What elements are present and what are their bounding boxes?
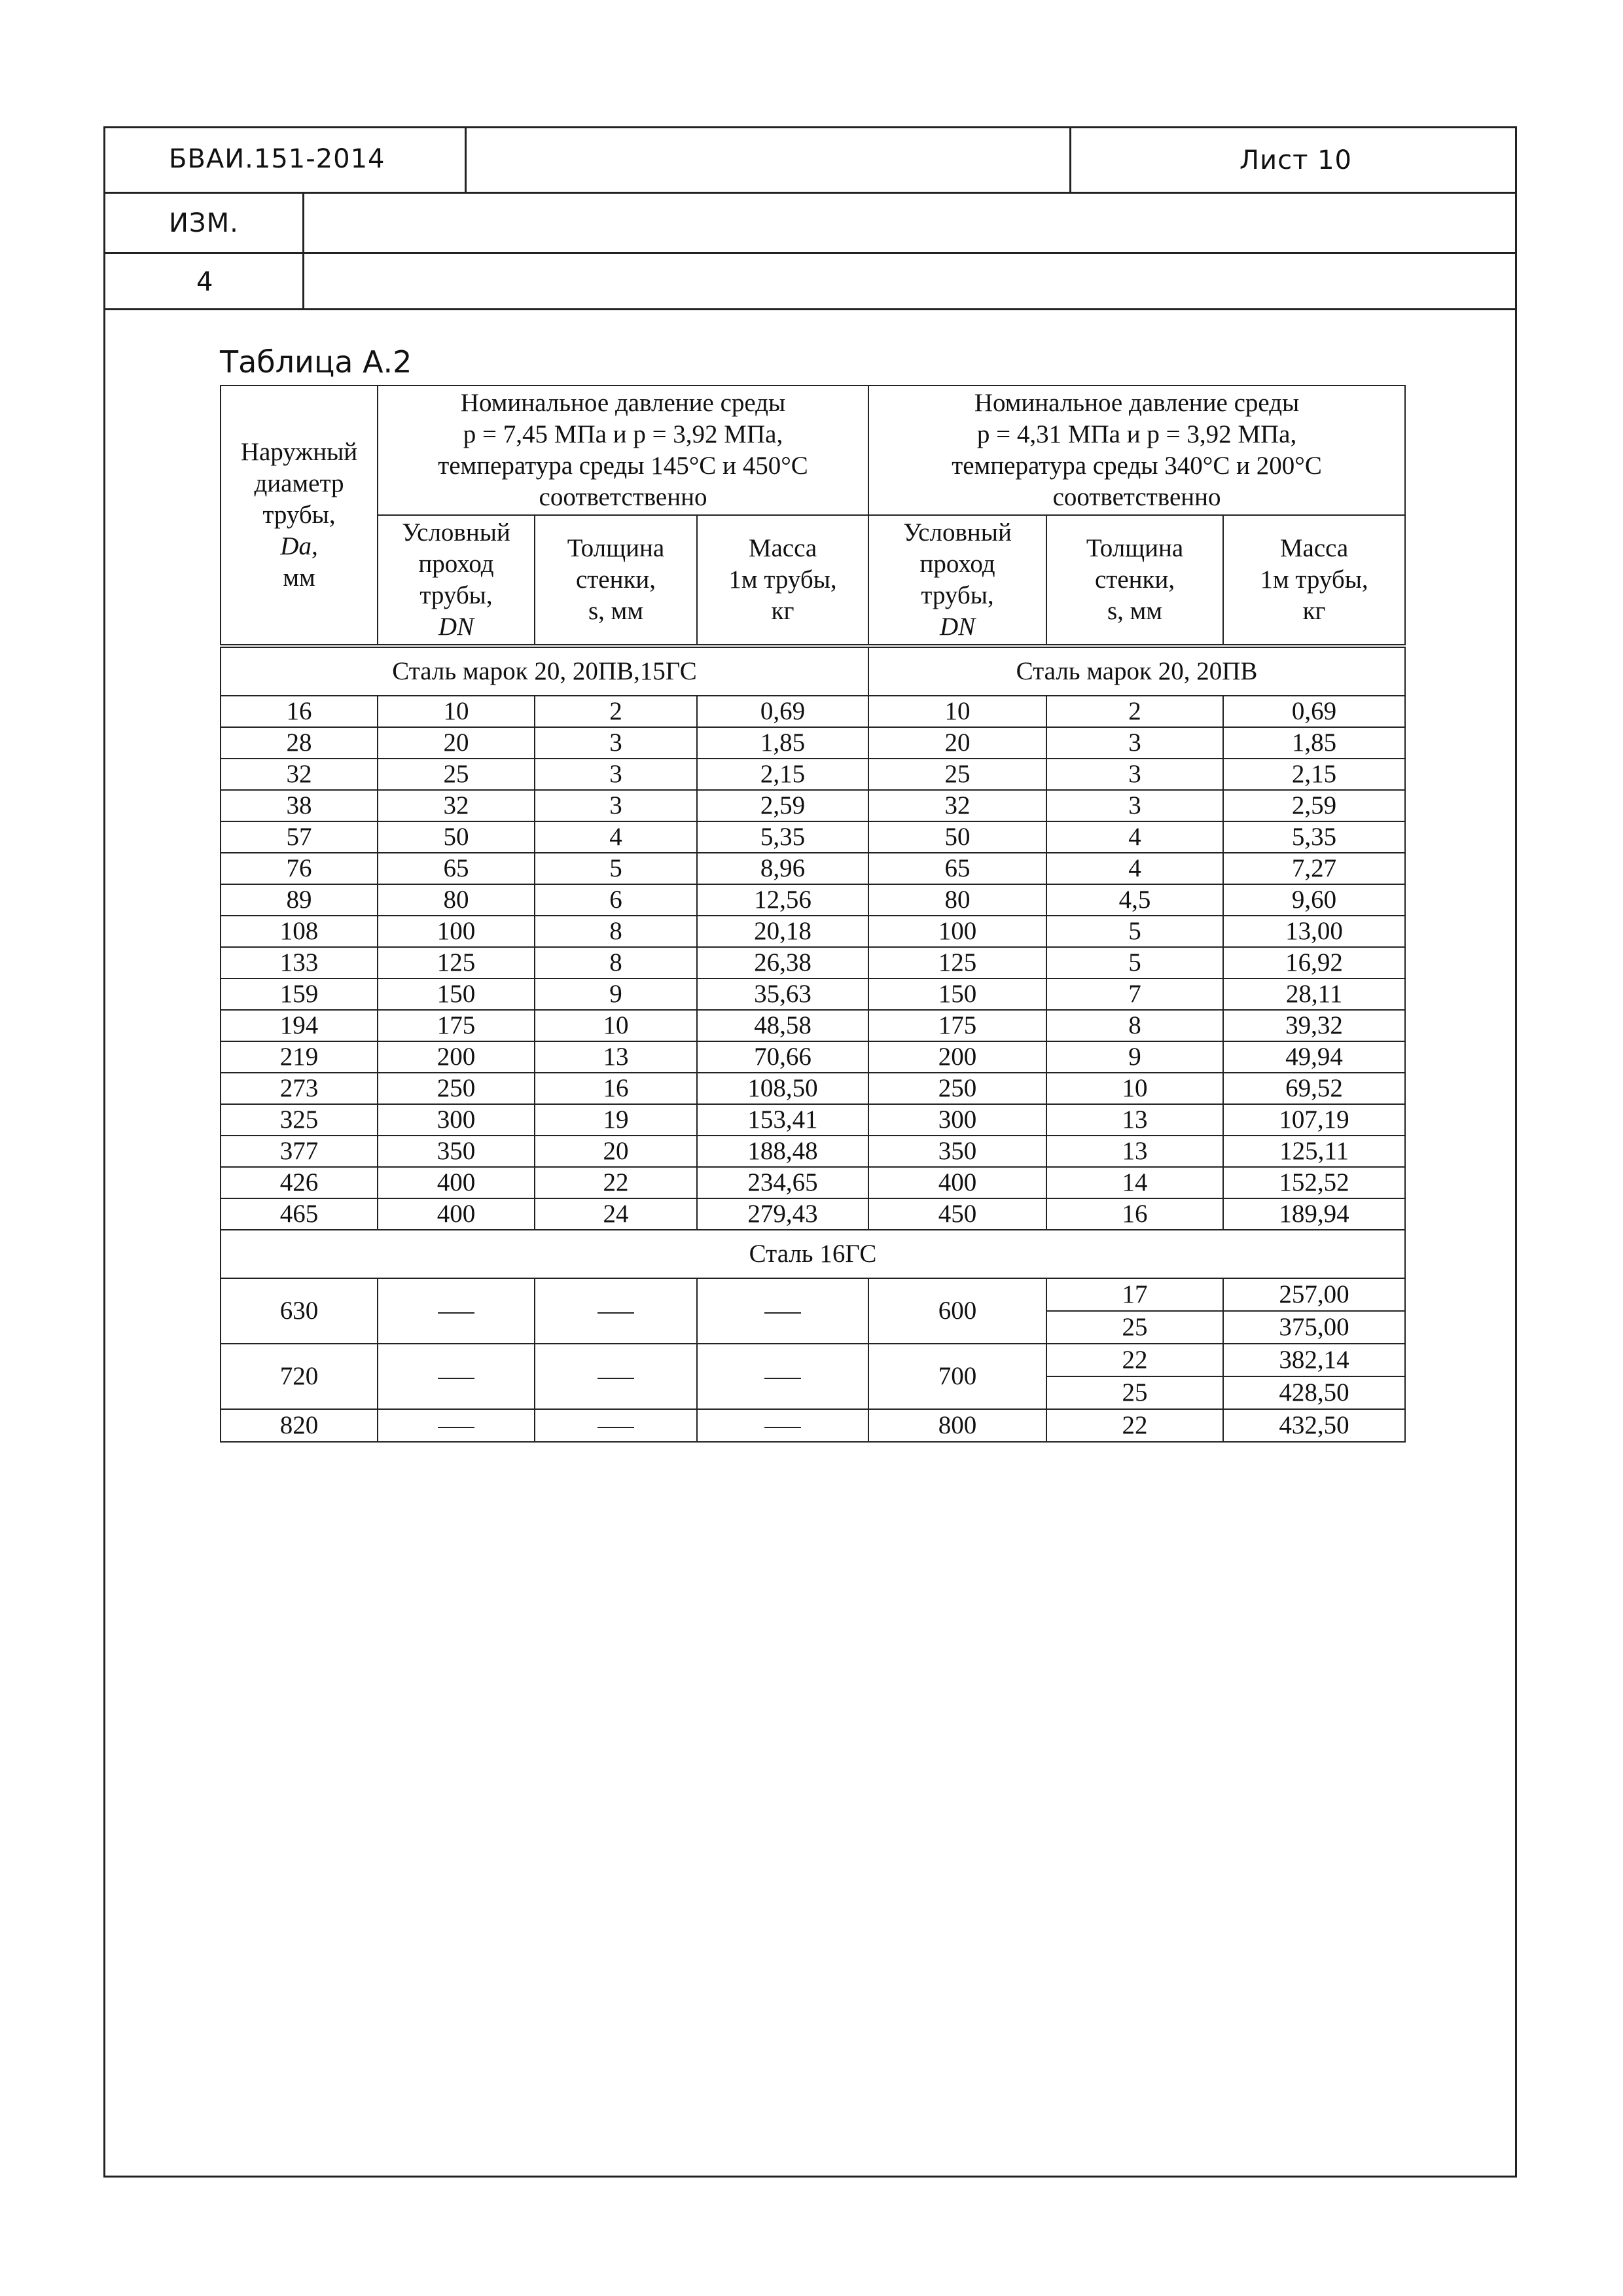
table-cell: 0,69: [697, 696, 868, 727]
table-cell: 20: [378, 727, 535, 759]
header-mass: Масса 1м трубы, кг: [697, 515, 868, 646]
table-cell: 12,56: [697, 884, 868, 916]
table-cell: 32: [221, 759, 378, 790]
table-cell: 25: [378, 759, 535, 790]
header-divider: [302, 192, 304, 310]
table-cell: 20,18: [697, 916, 868, 947]
empty-cell: [697, 1278, 868, 1344]
table-cell: 382,14: [1223, 1344, 1405, 1376]
table-cell: 20: [535, 1136, 697, 1167]
table-cell: 25: [868, 759, 1046, 790]
table-row: [221, 759, 1405, 790]
table-cell: 234,65: [697, 1167, 868, 1198]
dash-mark: [438, 1312, 474, 1314]
table-cell: 4: [535, 821, 697, 853]
header-divider: [103, 192, 1517, 194]
table-cell: 426: [221, 1167, 378, 1198]
empty-cell: [697, 1344, 868, 1409]
table-cell: 13: [1046, 1104, 1223, 1136]
table-cell: 3: [1046, 790, 1223, 821]
table-cell: 7,27: [1223, 853, 1405, 884]
header-dn: Условный проход трубы, DN: [868, 515, 1046, 646]
data-rows: [221, 696, 1405, 1230]
header-mass: Масса 1м трубы, кг: [1223, 515, 1405, 646]
change-label: ИЗМ.: [169, 208, 239, 238]
table-cell: 10: [1046, 1073, 1223, 1104]
table-row: [221, 821, 1405, 853]
header-divider: [1069, 126, 1071, 193]
table-row: [221, 696, 1405, 727]
table-cell: 3: [535, 790, 697, 821]
table-cell: 188,48: [697, 1136, 868, 1167]
table-cell: 8: [535, 916, 697, 947]
table-row: [221, 1344, 1405, 1376]
table-cell: 22: [1046, 1344, 1223, 1376]
table-row: [221, 1167, 1405, 1198]
table-cell: 5: [535, 853, 697, 884]
table-cell: 20: [868, 727, 1046, 759]
table-cell: 26,38: [697, 947, 868, 978]
table-cell: 2: [1046, 696, 1223, 727]
table-cell: 17: [1046, 1278, 1223, 1311]
table-cell: 150: [378, 978, 535, 1010]
table-cell: 10: [868, 696, 1046, 727]
section-row: [221, 1230, 1405, 1278]
table-cell: 10: [378, 696, 535, 727]
table-row: [221, 1278, 1405, 1311]
empty-cell: [378, 1278, 535, 1344]
table-cell: 16: [221, 696, 378, 727]
table-cell: 630: [221, 1278, 378, 1344]
table-cell: 1,85: [697, 727, 868, 759]
table-cell: 32: [378, 790, 535, 821]
dash-mark: [438, 1378, 474, 1379]
table-cell: 600: [868, 1278, 1046, 1344]
header-group-2: Номинальное давление среды p = 4,31 МПа и p = 3,92 МПа, температура среды 340°С и 200°С соответственно: [868, 386, 1405, 515]
header-outer-diameter: Наружный диаметр трубы, Da, мм: [221, 386, 378, 646]
document-code: БВАИ.151-2014: [169, 144, 385, 174]
table-cell: 89: [221, 884, 378, 916]
table-cell: 700: [868, 1344, 1046, 1409]
change-number: 4: [196, 267, 214, 297]
table-cell: 150: [868, 978, 1046, 1010]
table-cell: 153,41: [697, 1104, 868, 1136]
dash-mark: [597, 1378, 634, 1379]
table-cell: 2,59: [1223, 790, 1405, 821]
table-cell: 22: [535, 1167, 697, 1198]
table-header-row: [221, 386, 1405, 515]
table-cell: 13: [535, 1041, 697, 1073]
table-cell: 5: [1046, 947, 1223, 978]
table-cell: 22: [1046, 1409, 1223, 1442]
table-cell: 14: [1046, 1167, 1223, 1198]
sheet-label: Лист 10: [1240, 145, 1352, 175]
dash-mark: [764, 1427, 801, 1428]
table-cell: 70,66: [697, 1041, 868, 1073]
table-cell: 175: [868, 1010, 1046, 1041]
table-row: [221, 1409, 1405, 1442]
table-row: [221, 853, 1405, 884]
table-cell: 720: [221, 1344, 378, 1409]
data-rows-16gs: [221, 1278, 1405, 1442]
section-label-right: Сталь марок 20, 20ПВ: [868, 646, 1405, 696]
table-cell: 5,35: [697, 821, 868, 853]
table-cell: 2: [535, 696, 697, 727]
table-cell: 450: [868, 1198, 1046, 1230]
table-cell: 50: [868, 821, 1046, 853]
table-cell: 194: [221, 1010, 378, 1041]
table-row: [221, 978, 1405, 1010]
table-row: [221, 1041, 1405, 1073]
table-cell: 125: [378, 947, 535, 978]
table-cell: 32: [868, 790, 1046, 821]
pipe-spec-table: [220, 385, 1406, 1443]
table-cell: 19: [535, 1104, 697, 1136]
table-cell: 10: [535, 1010, 697, 1041]
table-cell: 189,94: [1223, 1198, 1405, 1230]
table-cell: 69,52: [1223, 1073, 1405, 1104]
table-cell: 300: [378, 1104, 535, 1136]
table-cell: 273: [221, 1073, 378, 1104]
empty-cell: [535, 1278, 697, 1344]
table-cell: 107,19: [1223, 1104, 1405, 1136]
table-cell: 7: [1046, 978, 1223, 1010]
table-cell: 175: [378, 1010, 535, 1041]
table-row: [221, 1104, 1405, 1136]
table-cell: 125: [868, 947, 1046, 978]
header-divider: [103, 308, 1517, 310]
table-cell: 13: [1046, 1136, 1223, 1167]
table-cell: 4: [1046, 821, 1223, 853]
empty-cell: [535, 1409, 697, 1442]
table-cell: 9: [535, 978, 697, 1010]
table-cell: 200: [868, 1041, 1046, 1073]
table-cell: 13,00: [1223, 916, 1405, 947]
table-cell: 38: [221, 790, 378, 821]
header-group-1: Номинальное давление среды p = 7,45 МПа и p = 3,92 МПа, температура среды 145°С и 450°С соответственно: [378, 386, 868, 515]
table-cell: 24: [535, 1198, 697, 1230]
empty-cell: [378, 1344, 535, 1409]
table-cell: 65: [868, 853, 1046, 884]
empty-cell: [378, 1409, 535, 1442]
table-cell: 133: [221, 947, 378, 978]
table-row: [221, 916, 1405, 947]
table-cell: 465: [221, 1198, 378, 1230]
empty-cell: [535, 1344, 697, 1409]
table-cell: 2,59: [697, 790, 868, 821]
table-row: [221, 727, 1405, 759]
table-cell: 375,00: [1223, 1311, 1405, 1344]
table-cell: 0,69: [1223, 696, 1405, 727]
table-cell: 49,94: [1223, 1041, 1405, 1073]
table-cell: 48,58: [697, 1010, 868, 1041]
table-cell: 80: [378, 884, 535, 916]
table-cell: 8: [1046, 1010, 1223, 1041]
table-cell: 25: [1046, 1311, 1223, 1344]
empty-cell: [697, 1409, 868, 1442]
header-divider: [103, 252, 1517, 254]
table-cell: 820: [221, 1409, 378, 1442]
table-row: [221, 1010, 1405, 1041]
header-thickness: Толщина стенки, s, мм: [1046, 515, 1223, 646]
table-cell: 400: [868, 1167, 1046, 1198]
table-cell: 9: [1046, 1041, 1223, 1073]
table-cell: 50: [378, 821, 535, 853]
table-row: [221, 1198, 1405, 1230]
table-cell: 28,11: [1223, 978, 1405, 1010]
table-cell: 16: [1046, 1198, 1223, 1230]
table-row: [221, 884, 1405, 916]
table-cell: 350: [378, 1136, 535, 1167]
dash-mark: [438, 1427, 474, 1428]
section-label-left: Сталь марок 20, 20ПВ,15ГС: [221, 646, 868, 696]
header-dn: Условный проход трубы, DN: [378, 515, 535, 646]
table-cell: 159: [221, 978, 378, 1010]
table-cell: 257,00: [1223, 1278, 1405, 1311]
table-cell: 57: [221, 821, 378, 853]
dash-mark: [764, 1312, 801, 1314]
table-cell: 8: [535, 947, 697, 978]
dash-mark: [764, 1378, 801, 1379]
table-cell: 125,11: [1223, 1136, 1405, 1167]
table-cell: 80: [868, 884, 1046, 916]
table-cell: 300: [868, 1104, 1046, 1136]
table-cell: 4: [1046, 853, 1223, 884]
table-cell: 9,60: [1223, 884, 1405, 916]
table-row: [221, 1073, 1405, 1104]
table-cell: 250: [868, 1073, 1046, 1104]
table-cell: 65: [378, 853, 535, 884]
table-cell: 108,50: [697, 1073, 868, 1104]
table-cell: 3: [1046, 759, 1223, 790]
table-cell: 76: [221, 853, 378, 884]
table-cell: 8,96: [697, 853, 868, 884]
table-subheader-row: [221, 515, 1405, 646]
table-cell: 250: [378, 1073, 535, 1104]
table-cell: 5,35: [1223, 821, 1405, 853]
section-row: [221, 646, 1405, 696]
table-cell: 4,5: [1046, 884, 1223, 916]
table-row: [221, 1136, 1405, 1167]
dash-mark: [597, 1312, 634, 1314]
table-cell: 6: [535, 884, 697, 916]
table-cell: 28: [221, 727, 378, 759]
section-label-16gs: Сталь 16ГС: [221, 1230, 1405, 1278]
table-cell: 39,32: [1223, 1010, 1405, 1041]
table-cell: 16: [535, 1073, 697, 1104]
table-cell: 3: [535, 727, 697, 759]
table-cell: 350: [868, 1136, 1046, 1167]
table-cell: 800: [868, 1409, 1046, 1442]
table-cell: 1,85: [1223, 727, 1405, 759]
table-title: Таблица А.2: [220, 344, 412, 380]
table-cell: 2,15: [1223, 759, 1405, 790]
header-thickness: Толщина стенки, s, мм: [535, 515, 697, 646]
table-cell: 35,63: [697, 978, 868, 1010]
table-cell: 400: [378, 1167, 535, 1198]
table-cell: 152,52: [1223, 1167, 1405, 1198]
table-cell: 25: [1046, 1376, 1223, 1409]
table-row: [221, 947, 1405, 978]
table-cell: 108: [221, 916, 378, 947]
table-cell: 377: [221, 1136, 378, 1167]
table-cell: 2,15: [697, 759, 868, 790]
table-cell: 200: [378, 1041, 535, 1073]
table-cell: 325: [221, 1104, 378, 1136]
table-cell: 3: [535, 759, 697, 790]
table-cell: 428,50: [1223, 1376, 1405, 1409]
table-cell: 219: [221, 1041, 378, 1073]
table-row: [221, 790, 1405, 821]
table-cell: 16,92: [1223, 947, 1405, 978]
table-cell: 432,50: [1223, 1409, 1405, 1442]
dash-mark: [597, 1427, 634, 1428]
table-cell: 400: [378, 1198, 535, 1230]
table-cell: 5: [1046, 916, 1223, 947]
header-divider: [465, 126, 467, 193]
table-cell: 100: [868, 916, 1046, 947]
table-cell: 279,43: [697, 1198, 868, 1230]
table-cell: 100: [378, 916, 535, 947]
table-cell: 3: [1046, 727, 1223, 759]
